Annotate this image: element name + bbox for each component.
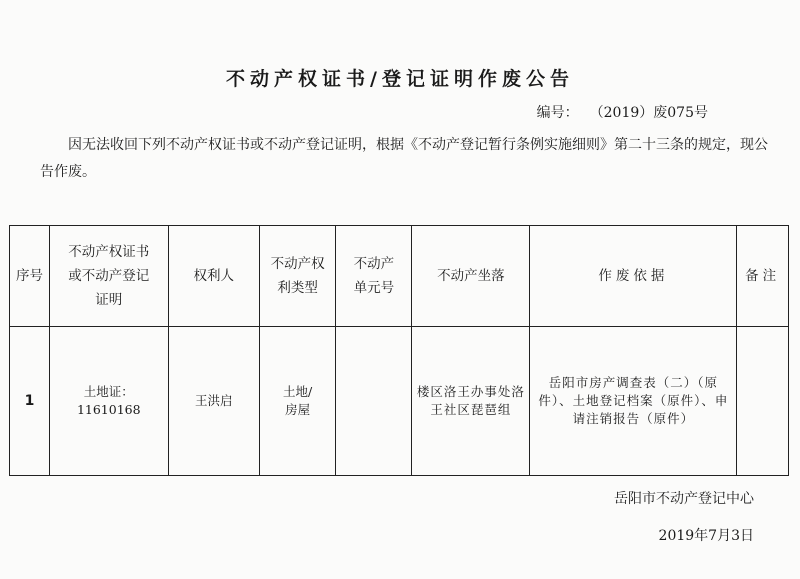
- cell-void-basis: 岳阳市房产调查表（二）（原件）、土地登记档案（原件）、申请注销报告（原件）: [530, 327, 737, 476]
- header-unit-number: [336, 226, 412, 327]
- header-seq: 序号: [10, 226, 50, 327]
- header-certificate: [50, 226, 169, 327]
- announcement-body: 因无法收回下列不动产权证书或不动产登记证明，根据《不动产登记暂行条例实施细则》第二十三条的规定，现公告作废。: [40, 137, 768, 180]
- header-void-basis: 作废依据: [530, 226, 737, 327]
- void-certificate-table: [9, 225, 789, 476]
- page-title: 不动产权证书/登记证明作废公告: [226, 68, 574, 90]
- header-unit-number-line1: 不动产: [353, 256, 395, 272]
- document-number-value: （2019）废075号: [596, 105, 708, 121]
- cell-right-type-line1: 土地/: [282, 384, 313, 399]
- cell-right-type-line2: 房屋: [285, 402, 311, 417]
- issue-date: 2019年7月3日: [658, 528, 754, 544]
- header-holder: 权利人: [168, 226, 259, 327]
- cell-right-type: [259, 327, 335, 476]
- header-certificate-line1: 不动产权证书: [68, 244, 150, 260]
- header-right-type-line1: 不动产权: [270, 256, 325, 272]
- header-certificate-line3: 证明: [95, 292, 123, 308]
- header-location: 不动产坐落: [412, 226, 530, 327]
- header-unit-number-line2: 单元号: [353, 280, 395, 296]
- cell-holder: 王洪启: [168, 327, 259, 476]
- issuer-name: 岳阳市不动产登记中心: [614, 491, 754, 507]
- cell-location: 楼区洛王办事处洛王社区琵琶组: [412, 327, 530, 476]
- document-number-label: 编号：: [536, 105, 579, 121]
- document-number: [537, 102, 708, 122]
- table-row: [10, 327, 789, 476]
- cell-certificate: 土地证：11610168: [50, 327, 169, 476]
- header-right-type-line2: 利类型: [277, 280, 318, 296]
- table-header-row: [10, 226, 789, 327]
- header-right-type: [259, 226, 335, 327]
- cell-unit-number: [336, 327, 412, 476]
- header-certificate-line2: 或不动产登记: [68, 268, 150, 284]
- cell-seq: 1: [10, 327, 50, 476]
- header-note: 备注: [737, 226, 789, 327]
- cell-note: [737, 327, 789, 476]
